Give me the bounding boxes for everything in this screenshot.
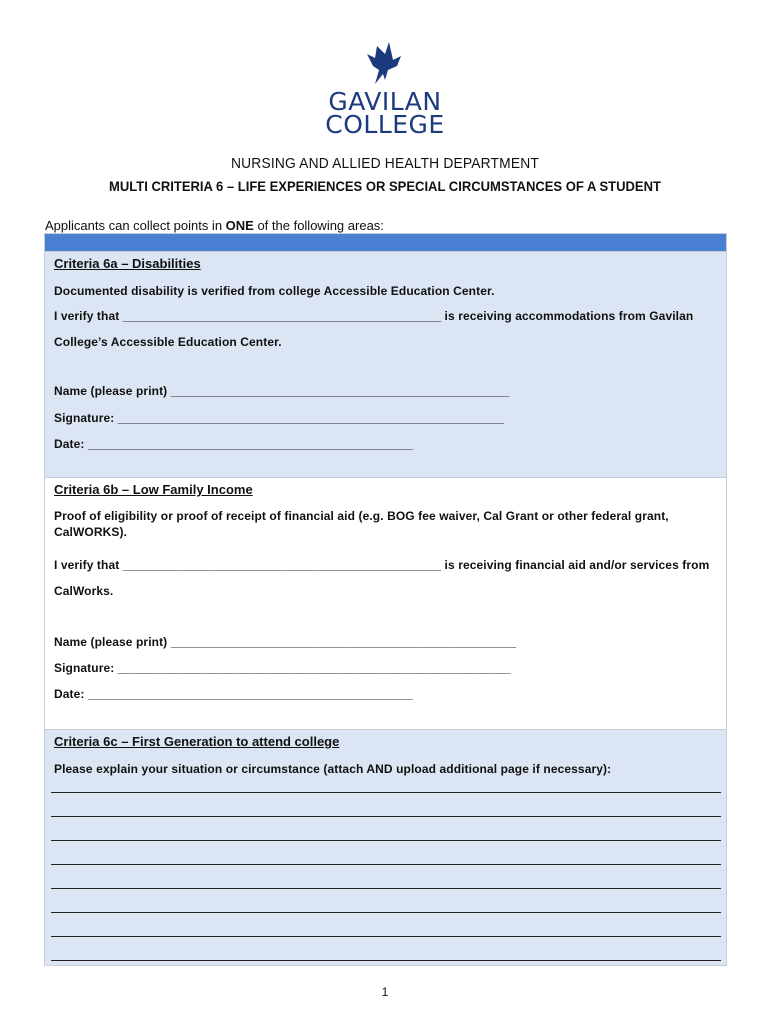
criteria-6a-verify-line[interactable]: I verify that _______________________________________________ is receiving accommodations from Gavilan <box>54 309 694 323</box>
criteria-table <box>44 233 727 966</box>
criteria-6a-section <box>45 251 726 477</box>
answer-line[interactable] <box>51 888 721 889</box>
logo-text-line2: COLLEGE <box>325 110 445 139</box>
criteria-6c-title: Criteria 6c – First Generation to attend college <box>54 734 340 749</box>
answer-line[interactable] <box>51 912 721 913</box>
department-heading: NURSING AND ALLIED HEALTH DEPARTMENT <box>231 155 539 172</box>
table-header-bar <box>45 234 726 251</box>
criteria-6a-verify-line-cont: College’s Accessible Education Center. <box>54 335 282 349</box>
criteria-6b-date-field[interactable]: Date: ________________________________________________ <box>54 687 414 701</box>
criteria-6b-signature-field[interactable]: Signature: __________________________________________________________ <box>54 661 511 675</box>
criteria-6a-date-field[interactable]: Date: ________________________________________________ <box>54 437 414 451</box>
criteria-6b-title: Criteria 6b – Low Family Income <box>54 482 253 497</box>
intro-before: Applicants can collect points in <box>45 218 226 233</box>
criteria-6a-signature-field[interactable]: Signature: _________________________________________________________ <box>54 411 504 425</box>
criteria-6b-verify-line-cont: CalWorks. <box>54 584 114 598</box>
intro-text <box>45 218 384 233</box>
answer-line[interactable] <box>51 960 721 961</box>
criteria-6b-name-field[interactable]: Name (please print) ___________________________________________________ <box>54 635 517 649</box>
answer-line[interactable] <box>51 864 721 865</box>
hawk-icon <box>355 40 415 90</box>
criteria-6a-description: Documented disability is verified from college Accessible Education Center. <box>54 284 495 298</box>
logo-text-line1: GAVILAN <box>328 87 442 116</box>
criteria-6b-verify-line[interactable]: I verify that _______________________________________________ is receiving financial aid and/or services from <box>54 558 710 572</box>
criteria-6c-section <box>45 729 726 965</box>
answer-line[interactable] <box>51 792 721 793</box>
answer-line[interactable] <box>51 840 721 841</box>
intro-after: of the following areas: <box>253 218 384 233</box>
criteria-6b-section <box>45 477 726 729</box>
criteria-6c-prompt: Please explain your situation or circumstance (attach AND upload additional page if necessary): <box>54 762 612 776</box>
criteria-6b-description: Proof of eligibility or proof of receipt of financial aid (e.g. BOG fee waiver, Cal Grant or other federal grant, CalWORKS). <box>54 509 669 539</box>
criteria-6a-name-field[interactable]: Name (please print) __________________________________________________ <box>54 384 510 398</box>
criteria-6a-title: Criteria 6a – Disabilities <box>54 256 201 271</box>
answer-line[interactable] <box>51 936 721 937</box>
page-title: MULTI CRITERIA 6 – LIFE EXPERIENCES OR SPECIAL CIRCUMSTANCES OF A STUDENT <box>109 178 661 194</box>
answer-line[interactable] <box>51 816 721 817</box>
intro-emphasis: ONE <box>225 218 254 233</box>
page-number: 1 <box>381 985 389 999</box>
college-logo <box>0 40 770 139</box>
